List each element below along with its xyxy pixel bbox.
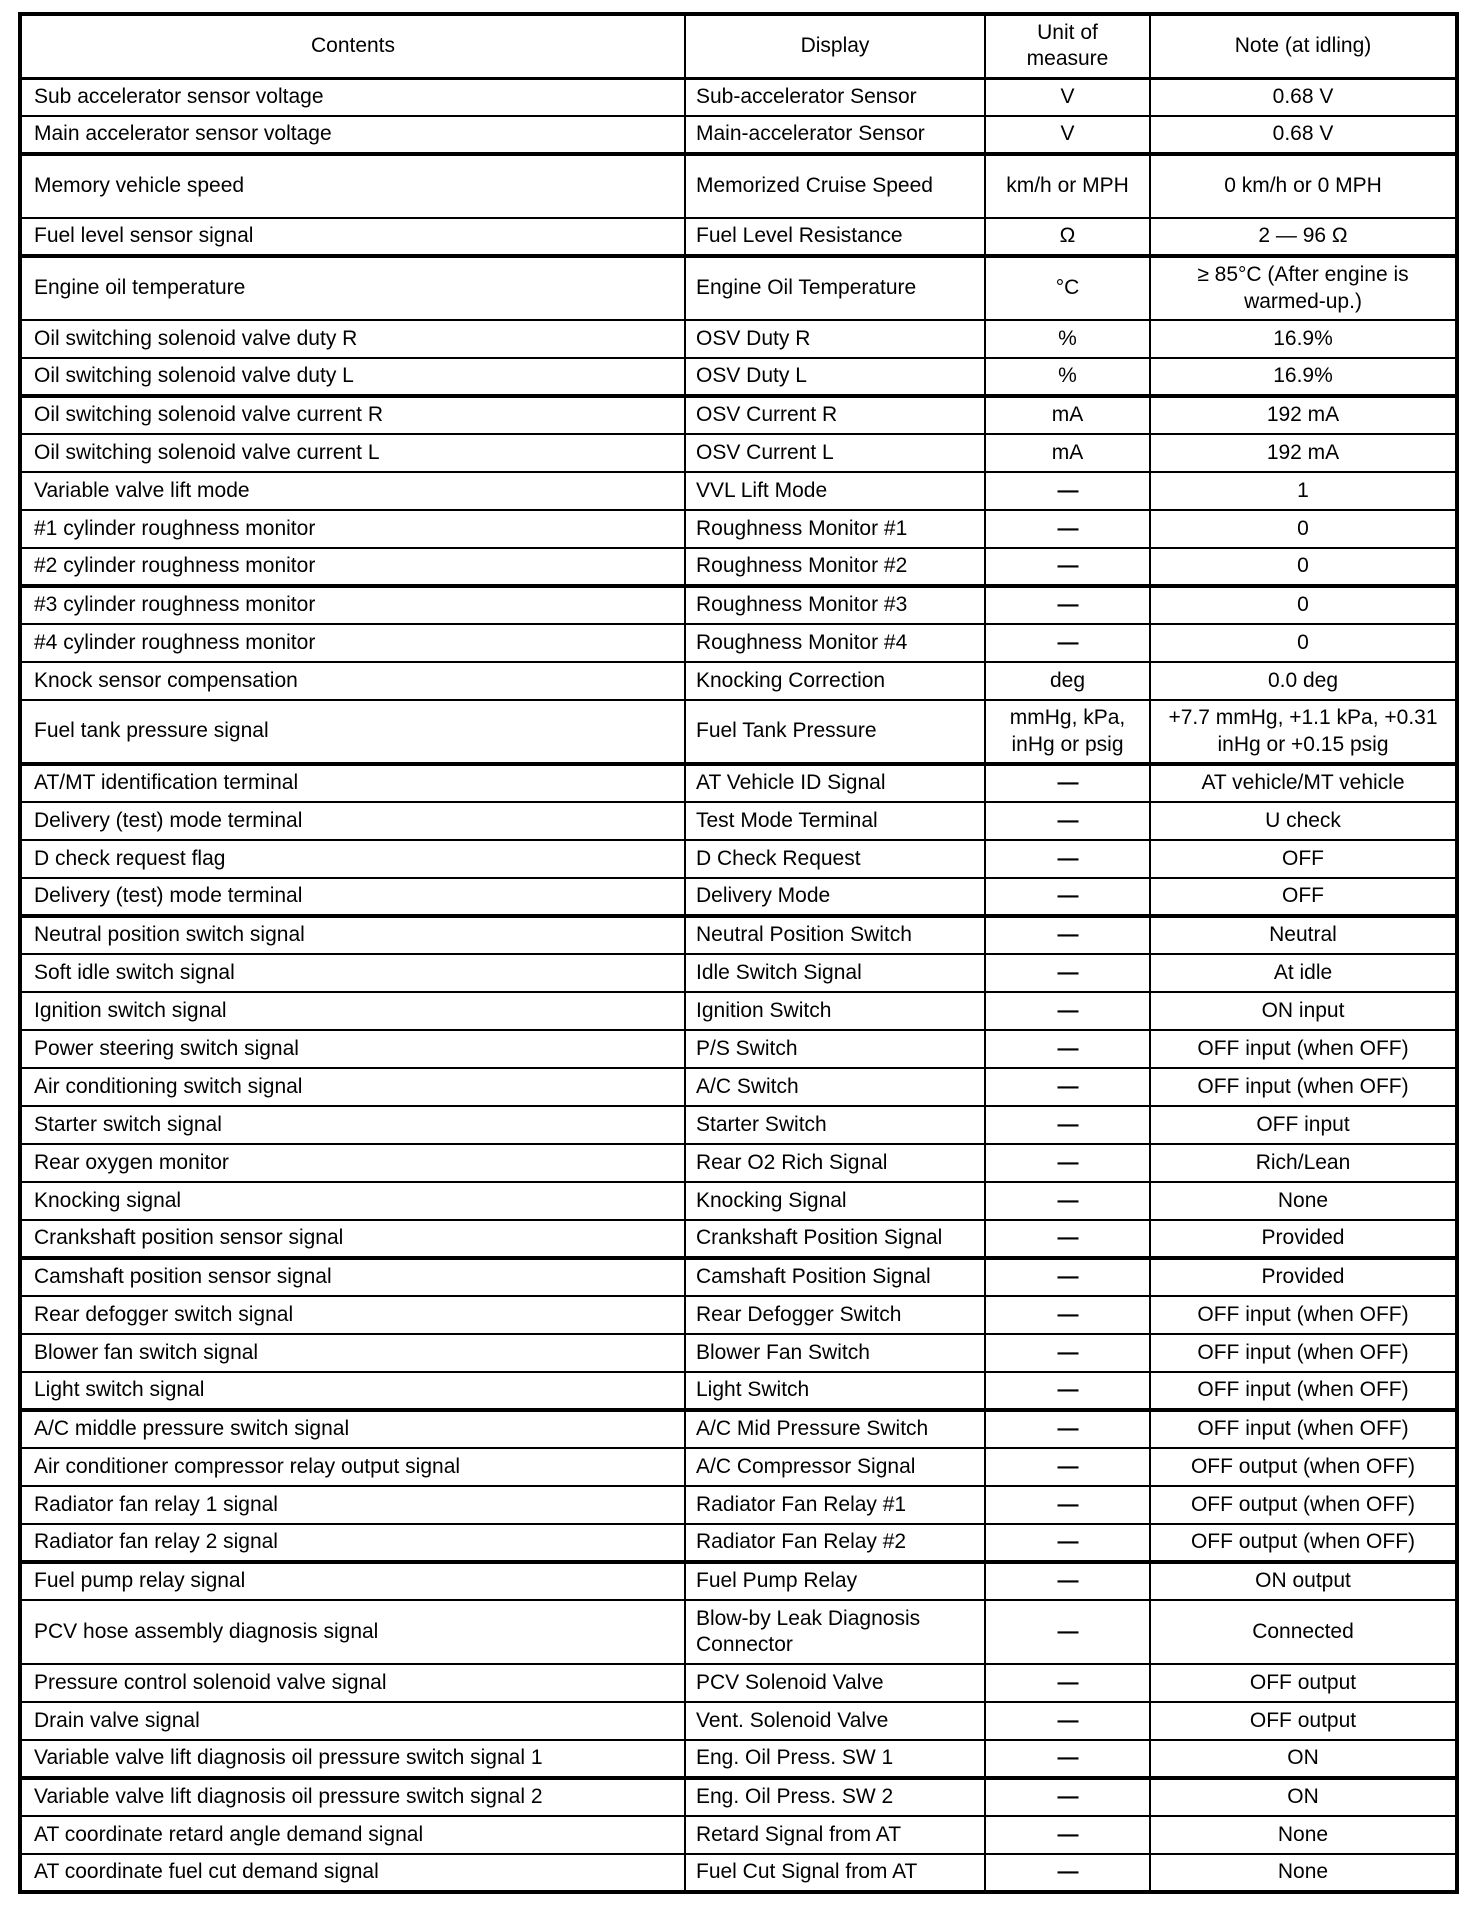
cell-display: OSV Duty L	[685, 358, 985, 396]
cell-contents: D check request flag	[20, 840, 685, 878]
dash-placeholder: —	[1057, 1226, 1078, 1250]
dash-placeholder: —	[1057, 846, 1078, 870]
cell-unit	[985, 1372, 1150, 1410]
cell-contents: Delivery (test) mode terminal	[20, 802, 685, 840]
cell-contents: Variable valve lift mode	[20, 472, 685, 510]
cell-display: Engine Oil Temperature	[685, 256, 985, 320]
table-header	[20, 14, 1457, 78]
cell-note: OFF	[1150, 878, 1457, 916]
cell-contents: Starter switch signal	[20, 1106, 685, 1144]
cell-note: 0	[1150, 586, 1457, 624]
dash-placeholder: —	[1057, 1074, 1078, 1098]
cell-note: 0 km/h or 0 MPH	[1150, 154, 1457, 218]
header-cell-display: Display	[685, 14, 985, 78]
table-row	[20, 78, 1457, 116]
table-row	[20, 1562, 1457, 1600]
cell-note: OFF input (when OFF)	[1150, 1334, 1457, 1372]
dash-placeholder: —	[1057, 884, 1078, 908]
cell-unit	[985, 1702, 1150, 1740]
cell-display: Fuel Pump Relay	[685, 1562, 985, 1600]
table-row	[20, 510, 1457, 548]
dash-placeholder: —	[1057, 1619, 1078, 1643]
cell-note: OFF output (when OFF)	[1150, 1486, 1457, 1524]
cell-contents: #1 cylinder roughness monitor	[20, 510, 685, 548]
cell-unit	[985, 1106, 1150, 1144]
cell-unit	[985, 1410, 1150, 1448]
table-row	[20, 1448, 1457, 1486]
cell-display: Knocking Correction	[685, 662, 985, 700]
cell-display: Main-accelerator Sensor	[685, 116, 985, 154]
cell-display: Fuel Level Resistance	[685, 218, 985, 256]
cell-display: Rear Defogger Switch	[685, 1296, 985, 1334]
table-row	[20, 472, 1457, 510]
cell-unit	[985, 1030, 1150, 1068]
dash-placeholder: —	[1057, 1822, 1078, 1846]
cell-contents: Fuel tank pressure signal	[20, 700, 685, 764]
dash-placeholder: —	[1057, 1746, 1078, 1770]
cell-unit: mmHg, kPa, inHg or psig	[985, 700, 1150, 764]
cell-note: OFF output	[1150, 1664, 1457, 1702]
cell-display: Idle Switch Signal	[685, 954, 985, 992]
cell-note: Provided	[1150, 1258, 1457, 1296]
cell-contents: Knock sensor compensation	[20, 662, 685, 700]
table-row	[20, 802, 1457, 840]
dash-placeholder: —	[1057, 1036, 1078, 1060]
cell-display: Vent. Solenoid Valve	[685, 1702, 985, 1740]
cell-note: OFF input (when OFF)	[1150, 1030, 1457, 1068]
cell-display: OSV Duty R	[685, 320, 985, 358]
cell-unit	[985, 624, 1150, 662]
cell-note: 0	[1150, 510, 1457, 548]
cell-note: ON output	[1150, 1562, 1457, 1600]
cell-note: At idle	[1150, 954, 1457, 992]
cell-contents: Neutral position switch signal	[20, 916, 685, 954]
table-row	[20, 764, 1457, 802]
cell-contents: PCV hose assembly diagnosis signal	[20, 1600, 685, 1664]
cell-contents: Fuel level sensor signal	[20, 218, 685, 256]
table-row	[20, 256, 1457, 320]
table-row	[20, 1182, 1457, 1220]
cell-contents: #2 cylinder roughness monitor	[20, 548, 685, 586]
cell-contents: Air conditioner compressor relay output signal	[20, 1448, 685, 1486]
cell-note: 0.68 V	[1150, 78, 1457, 116]
cell-unit: mA	[985, 434, 1150, 472]
cell-contents: Crankshaft position sensor signal	[20, 1220, 685, 1258]
table-row	[20, 1372, 1457, 1410]
cell-contents: Drain valve signal	[20, 1702, 685, 1740]
table-row	[20, 1258, 1457, 1296]
cell-contents: A/C middle pressure switch signal	[20, 1410, 685, 1448]
cell-display: Eng. Oil Press. SW 2	[685, 1778, 985, 1816]
cell-contents: Light switch signal	[20, 1372, 685, 1410]
cell-display: A/C Compressor Signal	[685, 1448, 985, 1486]
cell-unit: V	[985, 116, 1150, 154]
cell-contents: Soft idle switch signal	[20, 954, 685, 992]
table-row	[20, 154, 1457, 218]
dash-placeholder: —	[1057, 1302, 1078, 1326]
cell-contents: Memory vehicle speed	[20, 154, 685, 218]
dash-placeholder: —	[1057, 1492, 1078, 1516]
cell-display: Retard Signal from AT	[685, 1816, 985, 1854]
cell-unit	[985, 548, 1150, 586]
dash-placeholder: —	[1057, 1670, 1078, 1694]
dash-placeholder: —	[1057, 1265, 1078, 1289]
cell-display: Rear O2 Rich Signal	[685, 1144, 985, 1182]
cell-note: 192 mA	[1150, 396, 1457, 434]
table-row	[20, 1068, 1457, 1106]
table-row	[20, 1600, 1457, 1664]
cell-unit	[985, 1144, 1150, 1182]
cell-note: None	[1150, 1182, 1457, 1220]
cell-unit	[985, 1740, 1150, 1778]
cell-unit	[985, 1778, 1150, 1816]
cell-display: Delivery Mode	[685, 878, 985, 916]
cell-unit	[985, 1486, 1150, 1524]
cell-note: OFF	[1150, 840, 1457, 878]
cell-note: ON	[1150, 1740, 1457, 1778]
table-row	[20, 916, 1457, 954]
dash-placeholder: —	[1057, 960, 1078, 984]
table-row	[20, 662, 1457, 700]
cell-note: 0.0 deg	[1150, 662, 1457, 700]
cell-unit	[985, 1562, 1150, 1600]
cell-unit	[985, 1854, 1150, 1892]
cell-note: OFF input (when OFF)	[1150, 1068, 1457, 1106]
cell-unit	[985, 992, 1150, 1030]
dash-placeholder: —	[1057, 1708, 1078, 1732]
cell-unit: %	[985, 320, 1150, 358]
cell-note: 16.9%	[1150, 358, 1457, 396]
dash-placeholder: —	[1057, 1112, 1078, 1136]
cell-contents: #4 cylinder roughness monitor	[20, 624, 685, 662]
cell-note: OFF output (when OFF)	[1150, 1448, 1457, 1486]
cell-note: 0.68 V	[1150, 116, 1457, 154]
cell-contents: Radiator fan relay 1 signal	[20, 1486, 685, 1524]
table-row	[20, 1144, 1457, 1182]
cell-display: Ignition Switch	[685, 992, 985, 1030]
cell-note: 1	[1150, 472, 1457, 510]
cell-unit	[985, 1182, 1150, 1220]
cell-contents: Rear defogger switch signal	[20, 1296, 685, 1334]
cell-contents: Pressure control solenoid valve signal	[20, 1664, 685, 1702]
cell-display: OSV Current L	[685, 434, 985, 472]
dash-placeholder: —	[1057, 1150, 1078, 1174]
cell-note: ON	[1150, 1778, 1457, 1816]
table-row	[20, 954, 1457, 992]
cell-unit	[985, 764, 1150, 802]
cell-display: PCV Solenoid Valve	[685, 1664, 985, 1702]
dash-placeholder: —	[1057, 1530, 1078, 1554]
cell-note: OFF input (when OFF)	[1150, 1296, 1457, 1334]
table-row	[20, 396, 1457, 434]
cell-note: U check	[1150, 802, 1457, 840]
cell-display: Roughness Monitor #1	[685, 510, 985, 548]
table-row	[20, 1524, 1457, 1562]
cell-unit: Ω	[985, 218, 1150, 256]
table-row	[20, 116, 1457, 154]
cell-note: Rich/Lean	[1150, 1144, 1457, 1182]
header-cell-note: Note (at idling)	[1150, 14, 1457, 78]
cell-display: Light Switch	[685, 1372, 985, 1410]
table-row	[20, 1778, 1457, 1816]
cell-display: Radiator Fan Relay #2	[685, 1524, 985, 1562]
cell-unit	[985, 1296, 1150, 1334]
dash-placeholder: —	[1057, 1569, 1078, 1593]
cell-unit: V	[985, 78, 1150, 116]
cell-display: Neutral Position Switch	[685, 916, 985, 954]
cell-unit	[985, 1068, 1150, 1106]
cell-note: OFF output (when OFF)	[1150, 1524, 1457, 1562]
dash-placeholder: —	[1057, 593, 1078, 617]
cell-contents: Power steering switch signal	[20, 1030, 685, 1068]
dash-placeholder: —	[1057, 478, 1078, 502]
cell-display: Fuel Cut Signal from AT	[685, 1854, 985, 1892]
cell-note: AT vehicle/MT vehicle	[1150, 764, 1457, 802]
dash-placeholder: —	[1057, 1417, 1078, 1441]
cell-display: Camshaft Position Signal	[685, 1258, 985, 1296]
dash-placeholder: —	[1057, 554, 1078, 578]
cell-display: A/C Switch	[685, 1068, 985, 1106]
cell-display: Fuel Tank Pressure	[685, 700, 985, 764]
cell-unit	[985, 1258, 1150, 1296]
cell-note: None	[1150, 1854, 1457, 1892]
cell-unit: mA	[985, 396, 1150, 434]
table-row	[20, 840, 1457, 878]
cell-note: Provided	[1150, 1220, 1457, 1258]
cell-contents: #3 cylinder roughness monitor	[20, 586, 685, 624]
cell-unit	[985, 586, 1150, 624]
cell-unit	[985, 1448, 1150, 1486]
table-row	[20, 548, 1457, 586]
header-cell-contents: Contents	[20, 14, 685, 78]
cell-unit	[985, 802, 1150, 840]
cell-unit	[985, 510, 1150, 548]
cell-unit	[985, 1220, 1150, 1258]
cell-contents: Oil switching solenoid valve current L	[20, 434, 685, 472]
cell-display: OSV Current R	[685, 396, 985, 434]
cell-contents: Engine oil temperature	[20, 256, 685, 320]
cell-contents: Ignition switch signal	[20, 992, 685, 1030]
cell-display: D Check Request	[685, 840, 985, 878]
cell-note: ON input	[1150, 992, 1457, 1030]
table-row	[20, 624, 1457, 662]
table-row	[20, 1854, 1457, 1892]
table-row	[20, 992, 1457, 1030]
table-row	[20, 1106, 1457, 1144]
cell-display: P/S Switch	[685, 1030, 985, 1068]
dash-placeholder: —	[1057, 1454, 1078, 1478]
cell-unit: deg	[985, 662, 1150, 700]
cell-note: 0	[1150, 624, 1457, 662]
dash-placeholder: —	[1057, 516, 1078, 540]
dash-placeholder: —	[1057, 998, 1078, 1022]
cell-display: Roughness Monitor #2	[685, 548, 985, 586]
cell-contents: Fuel pump relay signal	[20, 1562, 685, 1600]
cell-note: 0	[1150, 548, 1457, 586]
cell-unit	[985, 916, 1150, 954]
cell-display: Crankshaft Position Signal	[685, 1220, 985, 1258]
cell-contents: Camshaft position sensor signal	[20, 1258, 685, 1296]
cell-unit	[985, 472, 1150, 510]
dash-placeholder: —	[1057, 1188, 1078, 1212]
cell-display: Starter Switch	[685, 1106, 985, 1144]
table-body	[20, 78, 1457, 1892]
table-row	[20, 1220, 1457, 1258]
dash-placeholder: —	[1057, 1378, 1078, 1402]
cell-contents: Rear oxygen monitor	[20, 1144, 685, 1182]
dash-placeholder: —	[1057, 630, 1078, 654]
cell-contents: Oil switching solenoid valve duty L	[20, 358, 685, 396]
cell-note: 192 mA	[1150, 434, 1457, 472]
dash-placeholder: —	[1057, 923, 1078, 947]
cell-contents: Radiator fan relay 2 signal	[20, 1524, 685, 1562]
cell-contents: Sub accelerator sensor voltage	[20, 78, 685, 116]
table-row	[20, 878, 1457, 916]
cell-display: Sub-accelerator Sensor	[685, 78, 985, 116]
cell-contents: Blower fan switch signal	[20, 1334, 685, 1372]
cell-display: AT Vehicle ID Signal	[685, 764, 985, 802]
cell-contents: Oil switching solenoid valve duty R	[20, 320, 685, 358]
dash-placeholder: —	[1057, 771, 1078, 795]
cell-note: 16.9%	[1150, 320, 1457, 358]
cell-display: A/C Mid Pressure Switch	[685, 1410, 985, 1448]
table-row	[20, 358, 1457, 396]
cell-contents: Variable valve lift diagnosis oil pressure switch signal 1	[20, 1740, 685, 1778]
cell-note: Connected	[1150, 1600, 1457, 1664]
table-row	[20, 1816, 1457, 1854]
cell-contents: Main accelerator sensor voltage	[20, 116, 685, 154]
table-row	[20, 1702, 1457, 1740]
table-row	[20, 434, 1457, 472]
cell-contents: Air conditioning switch signal	[20, 1068, 685, 1106]
cell-note: OFF input (when OFF)	[1150, 1410, 1457, 1448]
table-row	[20, 218, 1457, 256]
cell-contents: Variable valve lift diagnosis oil pressure switch signal 2	[20, 1778, 685, 1816]
cell-unit	[985, 1816, 1150, 1854]
cell-contents: AT coordinate fuel cut demand signal	[20, 1854, 685, 1892]
cell-display: Eng. Oil Press. SW 1	[685, 1740, 985, 1778]
monitor-parameters-table	[18, 12, 1459, 1894]
table-row	[20, 1296, 1457, 1334]
table-row	[20, 586, 1457, 624]
cell-unit	[985, 954, 1150, 992]
cell-note: Neutral	[1150, 916, 1457, 954]
cell-display: Memorized Cruise Speed	[685, 154, 985, 218]
cell-note: OFF input	[1150, 1106, 1457, 1144]
cell-unit: °C	[985, 256, 1150, 320]
cell-unit: %	[985, 358, 1150, 396]
cell-unit	[985, 1334, 1150, 1372]
header-cell-unit: Unit of measure	[985, 14, 1150, 78]
header-row	[20, 14, 1457, 78]
table-row	[20, 1334, 1457, 1372]
cell-display: VVL Lift Mode	[685, 472, 985, 510]
cell-contents: AT coordinate retard angle demand signal	[20, 1816, 685, 1854]
cell-unit	[985, 1664, 1150, 1702]
cell-unit: km/h or MPH	[985, 154, 1150, 218]
cell-contents: Oil switching solenoid valve current R	[20, 396, 685, 434]
dash-placeholder: —	[1057, 808, 1078, 832]
cell-display: Roughness Monitor #3	[685, 586, 985, 624]
cell-contents: AT/MT identification terminal	[20, 764, 685, 802]
cell-display: Radiator Fan Relay #1	[685, 1486, 985, 1524]
dash-placeholder: —	[1057, 1785, 1078, 1809]
cell-note: OFF output	[1150, 1702, 1457, 1740]
cell-note: OFF input (when OFF)	[1150, 1372, 1457, 1410]
table-row	[20, 1030, 1457, 1068]
dash-placeholder: —	[1057, 1340, 1078, 1364]
cell-unit	[985, 1524, 1150, 1562]
cell-contents: Knocking signal	[20, 1182, 685, 1220]
cell-display: Blower Fan Switch	[685, 1334, 985, 1372]
cell-note: None	[1150, 1816, 1457, 1854]
cell-note: 2 — 96 Ω	[1150, 218, 1457, 256]
cell-display: Blow-by Leak Diagnosis Connector	[685, 1600, 985, 1664]
table-row	[20, 1410, 1457, 1448]
table-row	[20, 700, 1457, 764]
cell-unit	[985, 840, 1150, 878]
table-row	[20, 320, 1457, 358]
cell-unit	[985, 1600, 1150, 1664]
cell-contents: Delivery (test) mode terminal	[20, 878, 685, 916]
cell-unit	[985, 878, 1150, 916]
table-row	[20, 1486, 1457, 1524]
dash-placeholder: —	[1057, 1860, 1078, 1884]
cell-display: Test Mode Terminal	[685, 802, 985, 840]
table-row	[20, 1740, 1457, 1778]
cell-note: +7.7 mmHg, +1.1 kPa, +0.31 inHg or +0.15 psig	[1150, 700, 1457, 764]
table-row	[20, 1664, 1457, 1702]
cell-display: Knocking Signal	[685, 1182, 985, 1220]
cell-note: ≥ 85°C (After engine is warmed-up.)	[1150, 256, 1457, 320]
cell-display: Roughness Monitor #4	[685, 624, 985, 662]
